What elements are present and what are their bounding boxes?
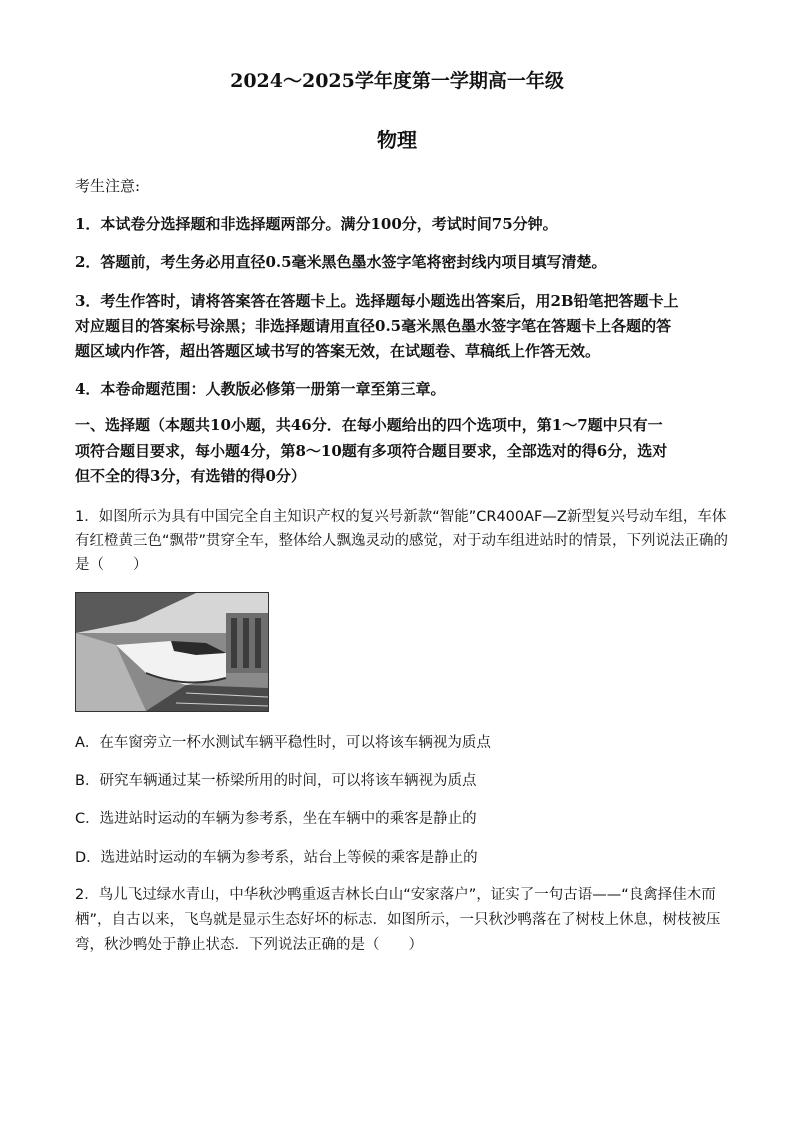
q1-option-a: A．在车窗旁立一杯水测试车辆平稳性时，可以将该车辆视为质点 xyxy=(75,735,491,751)
note-1: 1．本试卷分选择题和非选择题两部分。满分100分，考试时间75分钟。 xyxy=(75,215,558,233)
subject-title: 物理 xyxy=(377,128,417,152)
q1-stem-line-2: 有红橙黄三色“飘带”贯穿全车，整体给人飘逸灵动的感觉，对于动车组进站时的情景，下列说法正确的 xyxy=(75,533,729,549)
section-1-line-3: 但不全的得3分，有选错的得0分） xyxy=(75,467,306,485)
q1-option-c: C．选进站时运动的车辆为参考系，坐在车辆中的乘客是静止的 xyxy=(75,811,477,827)
notes-heading: 考生注意: xyxy=(75,177,141,195)
q1-option-b: B．研究车辆通过某一桥梁所用的时间，可以将该车辆视为质点 xyxy=(75,773,477,789)
exam-title: 2024～2025学年度第一学期高一年级 xyxy=(230,70,564,92)
note-2: 2．答题前，考生务必用直径0.5毫米黑色墨水签字笔将密封线内项目填写清楚。 xyxy=(75,253,607,271)
q2-stem-line-3: 弯，秋沙鸭处于静止状态．下列说法正确的是（ ） xyxy=(75,937,423,953)
q1-stem-line-3: 是（ ） xyxy=(75,557,148,573)
note-3-line-1: 3．考生作答时，请将答案答在答题卡上。选择题每小题选出答案后，用2B铅笔把答题卡上 xyxy=(75,292,679,310)
q1-stem-line-1: 1．如图所示为具有中国完全自主知识产权的复兴号新款“智能”CR400AF—Z新型复兴号动车组，车体 xyxy=(75,509,727,525)
section-1-line-2: 项符合题目要求，每小题4分，第8～10题有多项符合题目要求，全部选对的得6分，选对 xyxy=(75,442,668,460)
q2-stem-line-2: 栖”，自古以来，飞鸟就是显示生态好坏的标志．如图所示，一只秋沙鸭落在了树枝上休息，树枝被压 xyxy=(75,912,721,928)
q1-option-d: D．选进站时运动的车辆为参考系，站台上等候的乘客是静止的 xyxy=(75,850,478,866)
section-1-line-1: 一、选择题（本题共10小题，共46分．在每小题给出的四个选项中，第1～7题中只有一 xyxy=(75,416,663,434)
note-3-line-3: 题区域内作答，超出答题区域书写的答案无效，在试题卷、草稿纸上作答无效。 xyxy=(75,342,601,360)
note-3-line-2: 对应题目的答案标号涂黑；非选择题请用直径0.5毫米黑色墨水签字笔在答题卡上各题的答 xyxy=(75,317,672,335)
note-4: 4．本卷命题范围：人教版必修第一册第一章至第三章。 xyxy=(75,380,446,398)
train-photo xyxy=(75,592,269,712)
q2-stem-line-1: 2．鸟儿飞过绿水青山，中华秋沙鸭重返吉林长白山“安家落户”，证实了一句古语——“良禽择佳木而 xyxy=(75,887,716,903)
